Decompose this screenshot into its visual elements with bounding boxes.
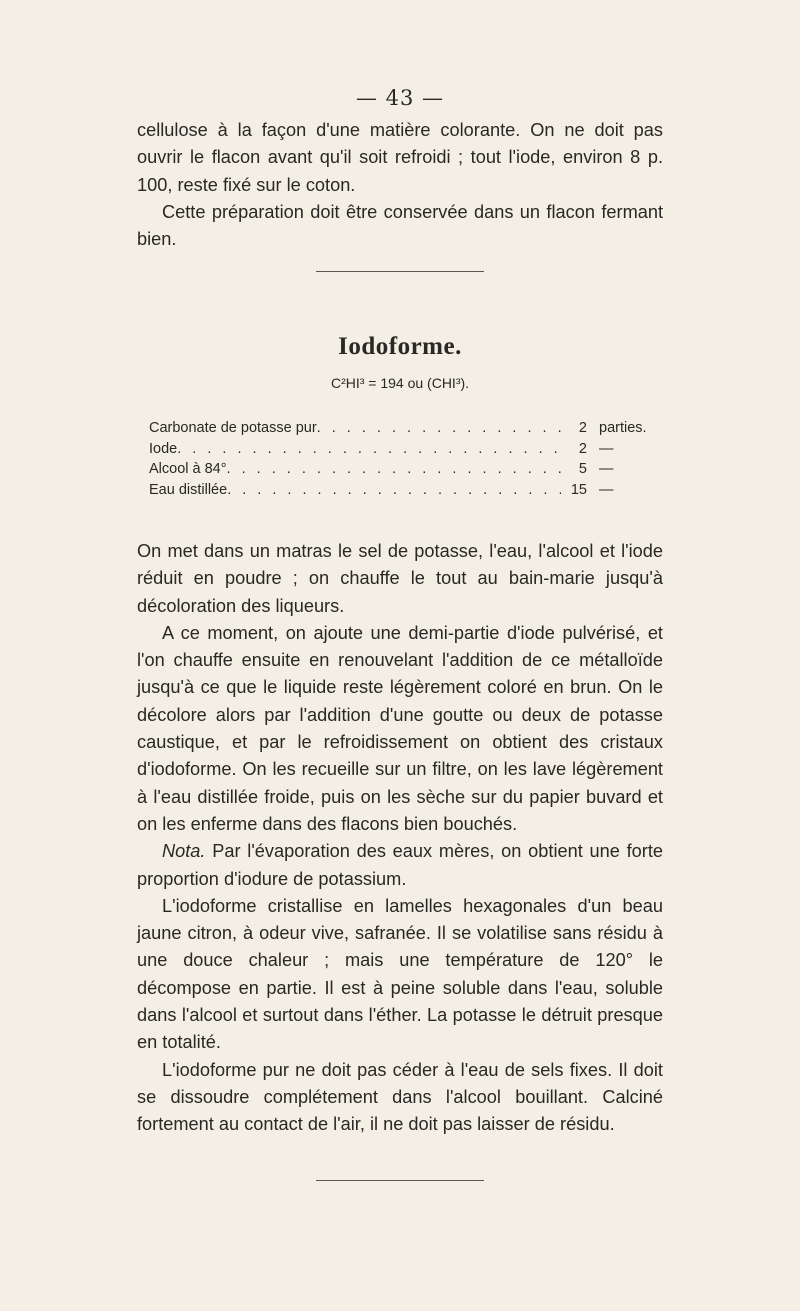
ingredient-unit: — (599, 461, 614, 477)
ingredient-unit: parties. (599, 420, 647, 436)
body-paragraph-5: L'iodoforme pur ne doit pas céder à l'eau de sels fixes. Il doit se dissoudre complétement dans l'alcool bouillant. Calciné fortement au contact de l'air, il ne doit pas laisser de résidu. (137, 1059, 663, 1135)
end-rule (316, 1180, 484, 1181)
leader-dots (227, 459, 561, 480)
chemical-formula: C²HI³ = 194 ou (CHI³). (330, 375, 470, 391)
ingredient-name: Iode (149, 440, 178, 457)
nota-text: Par l'évaporation des eaux mères, on obtient une forte proportion d'iodure de potassium. (137, 841, 663, 889)
intro-paragraph-2: Cette préparation doit être conservée dans un flacon fermant bien. (137, 201, 663, 250)
body-paragraph-2: A ce moment, on ajoute une demi-partie d'iode pulvérisé, et l'on chauffe ensuite en renouvelant l'addition de ce métalloïde jusqu'à ce que le liquide reste légèrement coloré en brun. On le décolore alors par l'addition d'une goutte ou deux de potasse caustique, et par le refroidissement on obtient des cristaux d'iodoforme. On les recueille sur un filtre, on les lave légèrement à l'eau distillée froide, puis on les sèche sur du papier buvard et on les enferme dans des flacons bien bouchés. (137, 622, 663, 834)
page-number: — 43 — (355, 86, 445, 110)
ingredient-unit: — (599, 481, 614, 498)
leader-dots (177, 439, 561, 460)
recipe-row (149, 418, 659, 439)
intro-paragraph-1: cellulose à la façon d'une matière colorante. On ne doit pas ouvrir le flacon avant qu'il soit refroidi ; tout l'iode, environ 8 p. 100, reste fixé sur le coton. (137, 120, 663, 195)
ingredient-name: Eau distillée (149, 481, 228, 498)
ingredient-unit: — (599, 440, 614, 457)
body-paragraph-4: L'iodoforme cristallise en lamelles hexagonales d'un beau jaune citron, à odeur vive, safranée. Il se volatilise sans résidu à une douce chaleur ; mais une température de 120° le décompose en partie. Il est à peine soluble dans l'eau, soluble dans l'alcool et surtout dans l'éther. La potasse le détruit presque en totalité. (137, 895, 663, 1053)
separator-rule (316, 271, 484, 272)
recipe-row (149, 439, 659, 460)
intro-text (137, 117, 663, 253)
leader-dots (317, 418, 561, 439)
ingredient-name: Alcool à 84° (149, 461, 227, 477)
nota-label: Nota. (162, 841, 206, 862)
section-title: Iodoforme. (338, 333, 462, 360)
recipe-row (149, 459, 659, 480)
body-paragraph-3 (137, 838, 663, 893)
ingredient-quantity: 2 (578, 420, 587, 436)
recipe-list (149, 418, 659, 500)
ingredient-name: Carbonate de potasse pur (149, 420, 317, 436)
ingredient-quantity: 15 (570, 481, 587, 498)
ingredient-quantity: 2 (578, 440, 587, 457)
body-text (137, 538, 663, 1139)
recipe-row (149, 480, 659, 501)
body-paragraph-1: On met dans un matras le sel de potasse, l'eau, l'alcool et l'iode réduit en poudre ; on chauffe le tout au bain-marie jusqu'à décoloration des liqueurs. (137, 541, 663, 616)
ingredient-quantity: 5 (578, 461, 587, 477)
leader-dots (227, 480, 561, 501)
